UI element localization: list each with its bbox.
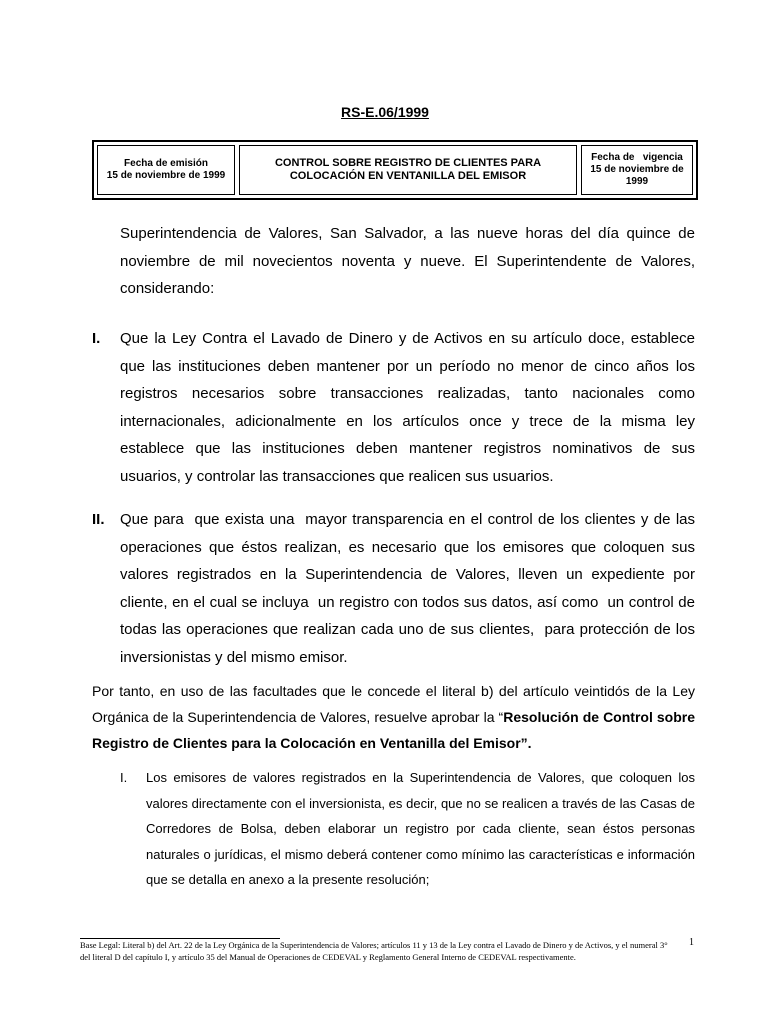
header-table	[92, 140, 698, 200]
considerando-number-1: I.	[92, 330, 101, 347]
issue-date-cell	[97, 145, 235, 195]
issue-date-label: Fecha de emisión	[124, 158, 208, 169]
resolution-item-text: Los emisores de valores registrados en la Superintendencia de Valores, que coloquen los valores directamente con el inversionista, es decir, que no se realicen a través de las Casas de Corredores de Bolsa, deben elaborar un registro por cada cliente, sean éstos personas naturales o jurídicas, el mismo deberá contener como mínimo las características e información que se detalla en anexo a la presente resolución;	[146, 770, 695, 887]
valid-date-label: Fecha de vigencia	[591, 152, 683, 163]
subject-line-1: CONTROL SOBRE REGISTRO DE CLIENTES PARA	[274, 157, 542, 169]
footnote-rule	[80, 938, 280, 939]
issue-date-value: 15 de noviembre de 1999	[106, 170, 226, 181]
page-number: 1	[689, 937, 694, 948]
considerando-text-1: Que la Ley Contra el Lavado de Dinero y de Activos en su artículo doce, establece que las instituciones deben mantener por un período no menor de cinco años los registros necesarios sobre transacciones realizadas, tanto nacionales como internacionales, adicionalmente en los artículos once y trece de la misma ley establece que las instituciones deben mantener registros nominativos de sus usuarios, y controlar las transacciones que realicen sus usuarios.	[120, 330, 695, 485]
valid-date-cell	[581, 145, 693, 195]
footnote: Base Legal: Literal b) del Art. 22 de la Ley Orgánica de la Superintendencia de Valores; artículos 11 y 13 de la Ley contra el Lavado de Dinero y de Activos, y el numeral 3° del literal D del capítulo I, y artículo 35 del Manual de Operaciones de CEDEVAL y Reglamento General Interno de CEDEVAL respectivamente.	[80, 940, 668, 962]
resolution-item-number: I.	[120, 770, 128, 785]
intro-paragraph: Superintendencia de Valores, San Salvador, a las nueve horas del día quince de noviembre de mil novecientos noventa y nueve. El Superintendente de Valores, considerando:	[120, 225, 695, 297]
por-tanto-paragraph	[92, 678, 695, 756]
resolution-name: Resolución de Control sobre Registro de Clientes para la Colocación en Ventanilla del Emisor”.	[92, 709, 695, 751]
subject-line-2: COLOCACIÓN EN VENTANILLA DEL EMISOR	[289, 170, 527, 182]
valid-date-value: 15 de noviembre de 1999	[590, 164, 684, 187]
considerando-number-2: II.	[92, 511, 105, 528]
considerando-text-2: Que para que exista una mayor transparencia en el control de los clientes y de las operaciones que éstos realizan, es necesario que los emisores que coloquen sus valores registrados en la Superintendencia de Valores, lleven un expediente por cliente, en el cual se incluya un registro con todos sus datos, así como un control de todas las operaciones que realizan cada uno de sus clientes, para protección de los inversionistas y del mismo emisor.	[120, 511, 700, 666]
subject-cell	[239, 145, 577, 195]
document-title: RS-E.06/1999	[341, 104, 429, 120]
por-tanto-text: Por tanto, en uso de las facultades que le concede el literal b) del artículo veintidós de la Ley Orgánica de la Superintendencia de Valores, resuelve aprobar la “	[92, 683, 695, 725]
